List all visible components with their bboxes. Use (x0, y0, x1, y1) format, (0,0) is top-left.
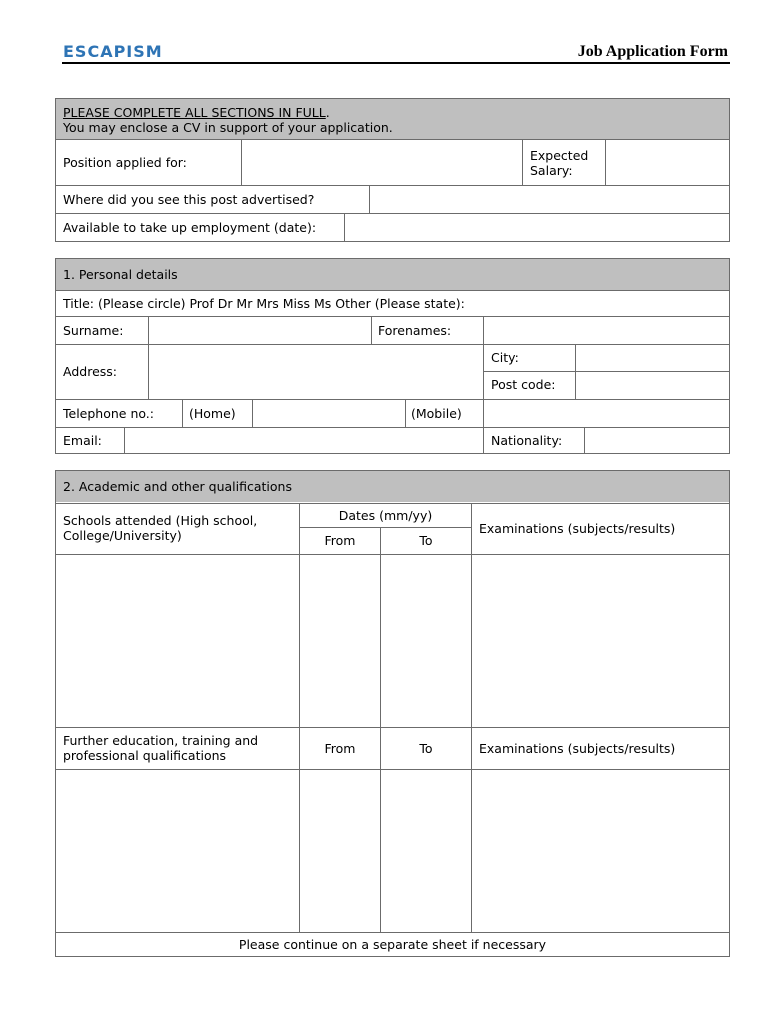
continue-note-row (56, 932, 729, 957)
email-label: Email: (63, 433, 102, 448)
city-input[interactable] (576, 345, 729, 371)
advert-source-input[interactable] (370, 186, 729, 213)
schools-exams-input[interactable] (472, 555, 729, 727)
further-from-input[interactable] (300, 770, 380, 932)
schools-label-line1: Schools attended (High school, (63, 513, 258, 528)
further-entry-row (56, 769, 729, 932)
further-exams-input[interactable] (472, 770, 729, 932)
surname-input[interactable] (149, 317, 370, 344)
further-header-row (56, 727, 729, 769)
personal-details-section (55, 258, 730, 454)
nationality-label: Nationality: (491, 433, 563, 448)
mobile-phone-input[interactable] (484, 400, 729, 427)
personal-heading-row (56, 259, 729, 290)
forenames-label: Forenames: (378, 323, 452, 338)
schools-from-input[interactable] (300, 555, 380, 727)
exams-label: Examinations (subjects/results) (479, 521, 676, 536)
further-education-input[interactable] (56, 770, 299, 932)
further-exams-label: Examinations (subjects/results) (479, 741, 676, 756)
schools-entry-row (56, 554, 729, 727)
intro-notice-underlined: PLEASE COMPLETE ALL SECTIONS IN FULL (63, 105, 326, 120)
forenames-input[interactable] (484, 317, 729, 344)
position-row (56, 139, 729, 185)
further-to-label: To (419, 741, 433, 756)
further-to-input[interactable] (381, 770, 471, 932)
name-row (56, 316, 729, 344)
postcode-input[interactable] (576, 372, 729, 399)
email-row (56, 427, 729, 454)
schools-header-row (56, 503, 729, 554)
title-options: Title: (Please circle) Prof Dr Mr Mrs Miss Ms Other (Please state): (63, 296, 465, 311)
intro-section (55, 98, 730, 242)
home-phone-input[interactable] (253, 400, 404, 427)
header-rule (62, 62, 730, 64)
further-label-line1: Further education, training and (63, 733, 259, 748)
schools-attended-input[interactable] (56, 555, 299, 727)
dates-from-label: From (324, 533, 356, 548)
form-title: Job Application Form (577, 43, 728, 60)
qualifications-section (55, 470, 730, 957)
surname-label: Surname: (63, 323, 124, 338)
qualifications-heading-row (56, 471, 729, 502)
home-label: (Home) (189, 406, 236, 421)
continue-note: Please continue on a separate sheet if necessary (238, 937, 547, 952)
expected-salary-input[interactable] (606, 140, 729, 185)
advert-row (56, 185, 729, 213)
email-input[interactable] (125, 428, 483, 454)
dates-to-label: To (419, 533, 433, 548)
address-row (56, 344, 729, 399)
postcode-label: Post code: (491, 377, 556, 392)
intro-notice-row (56, 99, 729, 139)
further-from-label: From (324, 741, 356, 756)
title-row (56, 290, 729, 316)
salary-label-line1: Expected (530, 148, 589, 163)
position-label: Position applied for: (63, 155, 187, 170)
nationality-input[interactable] (585, 428, 729, 454)
personal-heading: 1. Personal details (63, 267, 178, 282)
dates-label: Dates (mm/yy) (338, 508, 433, 523)
advert-label: Where did you see this post advertised? (63, 192, 315, 207)
title-other-input[interactable] (526, 291, 729, 316)
further-label-line2: professional qualifications (63, 748, 227, 763)
intro-notice (63, 105, 330, 120)
intro-notice-period: . (325, 105, 330, 120)
mobile-label: (Mobile) (411, 406, 462, 421)
telephone-label: Telephone no.: (63, 406, 154, 421)
available-label: Available to take up employment (date): (63, 220, 317, 235)
available-row (56, 213, 729, 241)
position-input[interactable] (242, 140, 521, 185)
salary-label-line2: Salary: (530, 163, 573, 178)
intro-notice-line2: You may enclose a CV in support of your application. (63, 120, 393, 135)
address-input[interactable] (149, 345, 483, 399)
qualifications-heading: 2. Academic and other qualifications (63, 479, 292, 494)
telephone-row (56, 399, 729, 427)
available-date-input[interactable] (345, 214, 729, 241)
schools-to-input[interactable] (381, 555, 471, 727)
city-label: City: (491, 350, 519, 365)
schools-label-line2: College/University) (63, 528, 182, 543)
brand-logo-text: ESCAPISM (63, 42, 163, 61)
address-label: Address: (63, 364, 117, 379)
